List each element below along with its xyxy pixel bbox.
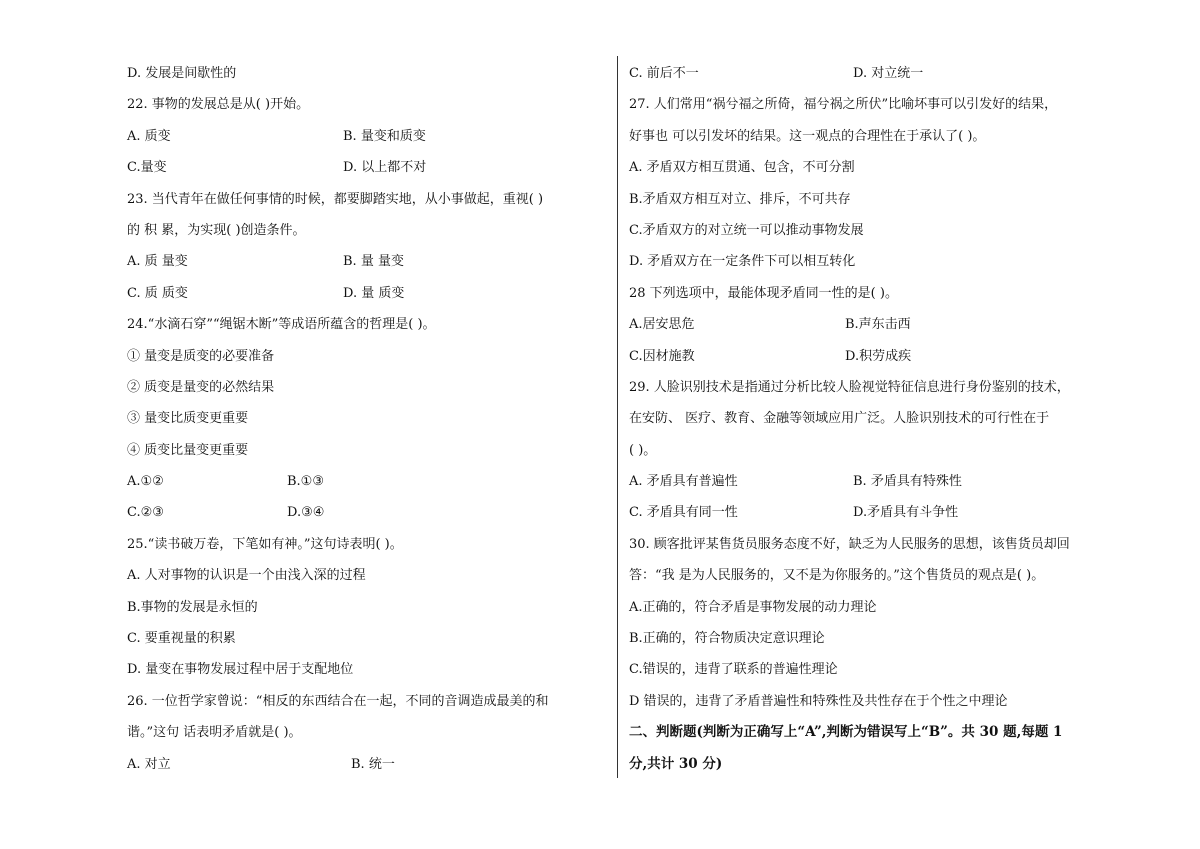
- q29-stem-line2: 在安防、 医疗、教育、金融等领域应用广泛。人脸识别技术的可行性在于: [629, 411, 1050, 427]
- q27-stem-line1: 27. 人们常用“祸兮福之所倚，福兮祸之所伏”比喻坏事可以引发好的结果，: [629, 97, 1058, 113]
- q22-options-ab: [127, 121, 612, 152]
- q26-stem-line1: 26. 一位哲学家曾说：“相反的东西结合在一起，不同的音调造成最美的和: [127, 693, 549, 709]
- q21-option-d: D. 发展是间歇性的: [127, 66, 237, 81]
- q28-option-d: D.积劳成疾: [845, 348, 912, 364]
- q25-option-a: A. 人对事物的认识是一个由浅入深的过程: [127, 568, 366, 584]
- q24-statement-4: ④ 质变比量变更重要: [127, 442, 249, 458]
- q30-option-a: A.正确的，符合矛盾是事物发展的动力理论: [629, 599, 877, 615]
- q27-stem-line2: 好事也 可以引发坏的结果。这一观点的合理性在于承认了( )。: [629, 128, 986, 144]
- q30-stem-line2: 答：“我 是为人民服务的，又不是为你服务的。”这个售货员的观点是( )。: [629, 568, 1045, 584]
- q27-option-c: C.矛盾双方的对立统一可以推动事物发展: [629, 222, 864, 238]
- q29-option-b: B. 矛盾具有特殊性: [853, 474, 962, 490]
- q23-option-b: B. 量 量变: [343, 254, 404, 270]
- q30-option-c: C.错误的，违背了联系的普遍性理论: [629, 662, 838, 678]
- q30-option-d: D 错误的，违背了矛盾普遍性和特殊性及共性存在于个性之中理论: [629, 693, 1008, 709]
- q27-option-a: A. 矛盾双方相互贯通、包含，不可分割: [629, 160, 855, 176]
- q22-option-d: D. 以上都不对: [343, 160, 427, 176]
- q25-option-c: C. 要重视量的积累: [127, 631, 236, 647]
- q26-option-d: D. 对立统一: [853, 66, 924, 81]
- q29-options-cd: [629, 497, 1114, 528]
- q24-option-d: D.③④: [287, 505, 325, 521]
- q24-option-c: C.②③: [127, 505, 164, 521]
- q23-option-c: C. 质 质变: [127, 285, 188, 301]
- q25-option-d: D. 量变在事物发展过程中居于支配地位: [127, 662, 354, 678]
- q28-options-ab: [629, 309, 1114, 340]
- q26-stem-line2: 谐。”这句 话表明矛盾就是( )。: [127, 725, 302, 741]
- q24-options-ab: [127, 466, 612, 497]
- q29-option-c: C. 矛盾具有同一性: [629, 505, 738, 521]
- q25-option-b: B.事物的发展是永恒的: [127, 599, 258, 615]
- q26-options-ab: [127, 749, 612, 780]
- q28-option-c: C.因材施教: [629, 348, 695, 364]
- q23-option-a: A. 质 量变: [127, 254, 188, 270]
- q28-option-b: B.声东击西: [845, 317, 911, 333]
- q24-stem: 24.“水滴石穿”“绳锯木断”等成语所蕴含的哲理是( )。: [127, 317, 436, 333]
- q24-option-b: B.①③: [287, 474, 324, 490]
- q22-option-b: B. 量变和质变: [343, 128, 426, 144]
- q29-stem-line1: 29. 人脸识别技术是指通过分析比较人脸视觉特征信息进行身份鉴别的技术，: [629, 379, 1070, 395]
- left-column: [127, 58, 612, 780]
- q26-option-a: A. 对立: [127, 756, 171, 772]
- column-divider: [617, 56, 618, 778]
- q29-option-a: A. 矛盾具有普遍性: [629, 474, 738, 490]
- q26-options-cd: [629, 58, 1114, 89]
- q28-stem: 28 下列选项中，最能体现矛盾同一性的是( )。: [629, 285, 898, 301]
- section-two-heading-line2: 分,共计 30 分): [629, 755, 723, 772]
- q22-stem: 22. 事物的发展总是从( )开始。: [127, 97, 310, 113]
- right-column: [629, 58, 1114, 780]
- q27-option-b: B.矛盾双方相互对立、排斥，不可共存: [629, 191, 851, 207]
- q26-option-c: C. 前后不一: [629, 66, 699, 81]
- q29-options-ab: [629, 466, 1114, 497]
- q22-option-a: A. 质变: [127, 128, 171, 144]
- q24-options-cd: [127, 497, 612, 528]
- q24-option-a: A.①②: [127, 474, 164, 490]
- q27-option-d: D. 矛盾双方在一定条件下可以相互转化: [629, 254, 856, 270]
- q26-option-b: B. 统一: [351, 756, 395, 772]
- q23-option-d: D. 量 质变: [343, 285, 405, 301]
- q23-options-cd: [127, 278, 612, 309]
- q23-options-ab: [127, 246, 612, 277]
- q22-option-c: C.量变: [127, 160, 167, 176]
- q23-stem-line2: 的 积 累，为实现( )创造条件。: [127, 222, 306, 238]
- q30-stem-line1: 30. 顾客批评某售货员服务态度不好，缺乏为人民服务的思想，该售货员却回: [629, 536, 1070, 552]
- section-two-heading-line1: 二、判断题(判断为正确写上“A”,判断为错误写上“B”。共 30 题,每题 1: [629, 724, 1063, 741]
- q28-options-cd: [629, 341, 1114, 372]
- q28-option-a: A.居安思危: [629, 317, 695, 333]
- q29-option-d: D.矛盾具有斗争性: [853, 505, 959, 521]
- q22-options-cd: [127, 152, 612, 183]
- q25-stem: 25.“读书破万卷，下笔如有神。”这句诗表明( )。: [127, 536, 403, 552]
- q23-stem-line1: 23. 当代青年在做任何事情的时候，都要脚踏实地，从小事做起，重视( ): [127, 191, 544, 207]
- q29-stem-line3: ( )。: [629, 442, 657, 458]
- q24-statement-3: ③ 量变比质变更重要: [127, 411, 249, 427]
- q24-statement-1: ① 量变是质变的必要准备: [127, 348, 275, 364]
- q24-statement-2: ② 质变是量变的必然结果: [127, 379, 275, 395]
- q30-option-b: B.正确的，符合物质决定意识理论: [629, 631, 825, 647]
